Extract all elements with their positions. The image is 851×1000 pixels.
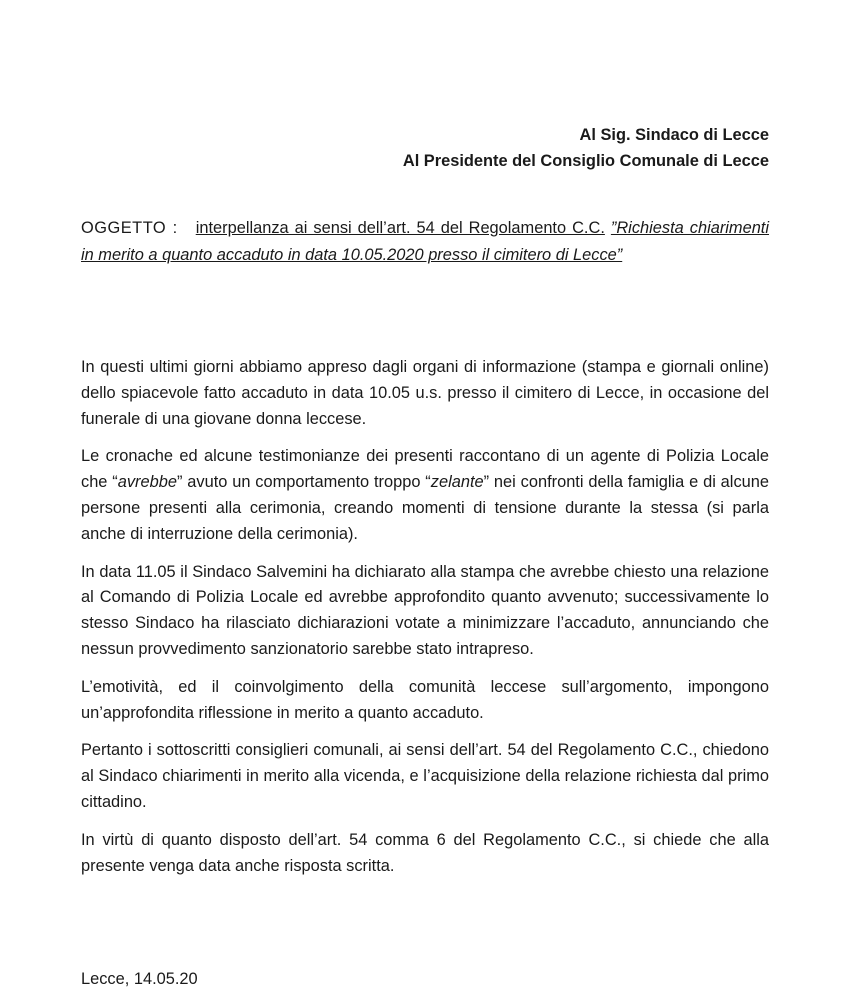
subject-title: ”Richiesta chiarimenti in merito a quanto accaduto in data 10.05.2020 presso il cimitero di Lecce” bbox=[81, 219, 770, 264]
letter-body bbox=[81, 355, 769, 891]
paragraph-5: Pertanto i sottoscritti consiglieri comunali, ai sensi dell’art. 54 del Regolamento C.C., chiedono al Sindaco chiarimenti in merito alla vicenda, e l’acquisizione della relazione richiesta dal primo cittadino. bbox=[81, 741, 769, 811]
subject-block bbox=[81, 215, 769, 269]
subject-text: interpellanza ai sensi dell’art. 54 del Regolamento C.C. bbox=[195, 219, 605, 237]
paragraph-6: In virtù di quanto disposto dell’art. 54 comma 6 del Regolamento C.C., si chiede che alla presente venga data anche risposta scritta. bbox=[81, 830, 769, 875]
paragraph-2-avrebbe: avrebbe bbox=[117, 473, 177, 492]
place-date: Lecce, 14.05.20 bbox=[81, 970, 198, 988]
paragraph-3: In data 11.05 il Sindaco Salvemini ha dichiarato alla stampa che avrebbe chiesto una relazione al Comando di Polizia Locale ed avrebbe approfondito quanto avvenuto; successivamente lo stesso Sindaco ha rilasciato dichiarazioni votate a minimizzare l’accaduto, annunciando che nessun provvedimento sanzionatorio sarebbe stato intrapreso. bbox=[81, 562, 769, 658]
paragraph-2 bbox=[81, 444, 769, 547]
recipients-block bbox=[403, 122, 769, 174]
paragraph-2-part-c: ” avuto un comportamento troppo “ bbox=[176, 473, 431, 492]
paragraph-4: L’emotività, ed il coinvolgimento della comunità leccese sull’argomento, impongono un’approfondita riflessione in merito a quanto accaduto. bbox=[81, 677, 769, 722]
paragraph-2-zelante: zelante bbox=[430, 473, 484, 492]
paragraph-1: In questi ultimi giorni abbiamo appreso dagli organi di informazione (stampa e giornali online) dello spiacevole fatto accaduto in data 10.05 u.s. presso il cimitero di Lecce, in occasione del funerale di una giovane donna leccese. bbox=[81, 358, 769, 428]
subject-label: OGGETTO : bbox=[81, 219, 178, 237]
recipient-mayor: Al Sig. Sindaco di Lecce bbox=[579, 126, 769, 144]
recipient-council-president: Al Presidente del Consiglio Comunale di Lecce bbox=[402, 152, 769, 170]
paragraph-2-part-e: ” nei confronti della famiglia e di alcune persone presenti alla cerimonia, creando momenti di tensione durante la stessa (si parla anche di interruzione della cerimonia). bbox=[81, 473, 769, 543]
paragraph-2-part-a: Le cronache ed alcune testimonianze dei presenti raccontano di un agente di Polizia Locale che “ bbox=[81, 447, 769, 492]
